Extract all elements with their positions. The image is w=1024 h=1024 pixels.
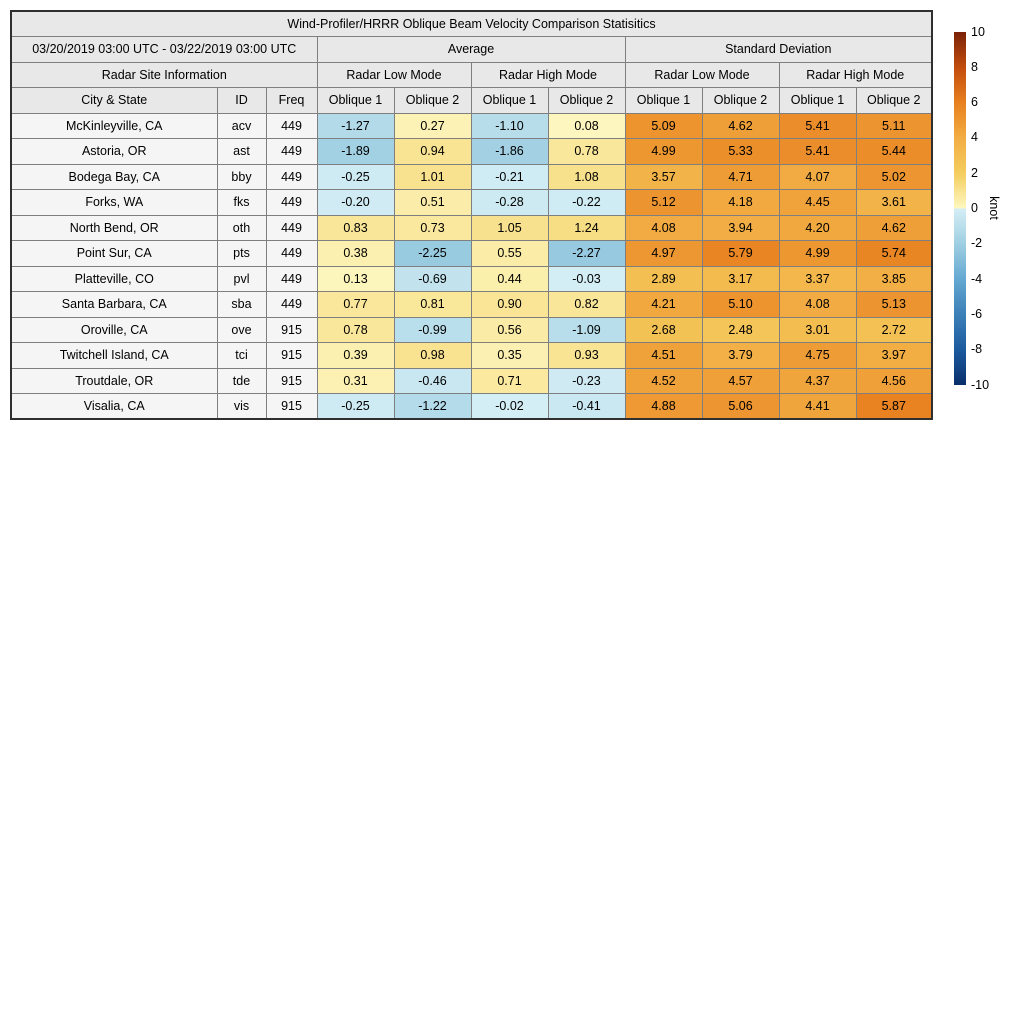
value-cell: 3.37 (779, 266, 856, 292)
table-row (11, 343, 932, 369)
oblique1-header: Oblique 1 (471, 88, 548, 114)
value-cell: 0.39 (317, 343, 394, 369)
value-cell: 5.02 (856, 164, 932, 190)
colorbar-tick-label: -4 (971, 271, 983, 286)
freq-cell: 449 (266, 164, 317, 190)
value-cell: 5.12 (625, 190, 702, 216)
value-cell: -1.27 (317, 113, 394, 139)
value-cell: -0.22 (548, 190, 625, 216)
colorbar-tick-label: -8 (971, 342, 983, 357)
city-cell: Astoria, OR (11, 139, 217, 165)
value-cell: -2.25 (394, 241, 471, 267)
freq-header: Freq (266, 88, 317, 114)
city-cell: Point Sur, CA (11, 241, 217, 267)
id-cell: fks (217, 190, 266, 216)
id-cell: pvl (217, 266, 266, 292)
value-cell: -1.89 (317, 139, 394, 165)
city-cell: Bodega Bay, CA (11, 164, 217, 190)
id-cell: tci (217, 343, 266, 369)
value-cell: 4.62 (856, 215, 932, 241)
table-row (11, 139, 932, 165)
value-cell: 5.13 (856, 292, 932, 318)
table-row (11, 317, 932, 343)
id-cell: tde (217, 368, 266, 394)
table-row (11, 394, 932, 420)
value-cell: 4.21 (625, 292, 702, 318)
std-high-mode-header: Radar High Mode (779, 62, 932, 88)
value-cell: -1.86 (471, 139, 548, 165)
value-cell: 2.72 (856, 317, 932, 343)
value-cell: -0.99 (394, 317, 471, 343)
freq-cell: 449 (266, 139, 317, 165)
group-std-header: Standard Deviation (625, 37, 932, 63)
value-cell: 4.41 (779, 394, 856, 420)
city-cell: Troutdale, OR (11, 368, 217, 394)
value-cell: 4.99 (779, 241, 856, 267)
value-cell: 0.77 (317, 292, 394, 318)
value-cell: 0.38 (317, 241, 394, 267)
avg-low-mode-header: Radar Low Mode (317, 62, 471, 88)
colorbar-tick-label: -10 (971, 377, 990, 392)
value-cell: -0.03 (548, 266, 625, 292)
freq-cell: 449 (266, 292, 317, 318)
freq-cell: 915 (266, 343, 317, 369)
value-cell: -0.25 (317, 394, 394, 420)
value-cell: 4.52 (625, 368, 702, 394)
value-cell: -0.41 (548, 394, 625, 420)
city-cell: McKinleyville, CA (11, 113, 217, 139)
value-cell: 3.61 (856, 190, 932, 216)
freq-cell: 915 (266, 394, 317, 420)
value-cell: 5.87 (856, 394, 932, 420)
colorbar (954, 24, 1024, 392)
value-cell: 0.83 (317, 215, 394, 241)
value-cell: 3.57 (625, 164, 702, 190)
freq-cell: 449 (266, 241, 317, 267)
value-cell: 3.97 (856, 343, 932, 369)
colorbar-gradient (954, 32, 966, 385)
value-cell: 5.79 (702, 241, 779, 267)
table-row (11, 241, 932, 267)
value-cell: 3.85 (856, 266, 932, 292)
value-cell: -1.09 (548, 317, 625, 343)
colorbar-tick-label: 0 (971, 201, 978, 215)
colorbar-tick-label: 10 (971, 24, 985, 39)
value-cell: 2.68 (625, 317, 702, 343)
value-cell: 0.98 (394, 343, 471, 369)
value-cell: 4.08 (779, 292, 856, 318)
value-cell: 1.05 (471, 215, 548, 241)
oblique1-header: Oblique 1 (779, 88, 856, 114)
value-cell: -1.10 (471, 113, 548, 139)
value-cell: 1.08 (548, 164, 625, 190)
value-cell: 4.07 (779, 164, 856, 190)
id-cell: ove (217, 317, 266, 343)
value-cell: 5.74 (856, 241, 932, 267)
value-cell: -1.22 (394, 394, 471, 420)
colorbar-tick-label: -6 (971, 306, 983, 321)
value-cell: 4.71 (702, 164, 779, 190)
value-cell: 4.45 (779, 190, 856, 216)
table-row (11, 190, 932, 216)
colorbar-unit-label: knot (987, 196, 1001, 220)
value-cell: -0.25 (317, 164, 394, 190)
colorbar-tick-label: 4 (971, 130, 978, 145)
value-cell: 2.89 (625, 266, 702, 292)
oblique2-header: Oblique 2 (856, 88, 932, 114)
id-cell: bby (217, 164, 266, 190)
city-cell: Visalia, CA (11, 394, 217, 420)
value-cell: 0.35 (471, 343, 548, 369)
freq-cell: 449 (266, 190, 317, 216)
value-cell: 0.81 (394, 292, 471, 318)
id-cell: oth (217, 215, 266, 241)
value-cell: 3.94 (702, 215, 779, 241)
city-cell: Forks, WA (11, 190, 217, 216)
value-cell: 4.37 (779, 368, 856, 394)
value-cell: 0.27 (394, 113, 471, 139)
value-cell: 4.20 (779, 215, 856, 241)
value-cell: 4.56 (856, 368, 932, 394)
freq-cell: 915 (266, 368, 317, 394)
oblique2-header: Oblique 2 (394, 88, 471, 114)
value-cell: -0.20 (317, 190, 394, 216)
value-cell: 0.55 (471, 241, 548, 267)
mode-header-row (11, 62, 932, 88)
value-cell: 3.79 (702, 343, 779, 369)
value-cell: 4.57 (702, 368, 779, 394)
value-cell: 3.01 (779, 317, 856, 343)
freq-cell: 915 (266, 317, 317, 343)
freq-cell: 449 (266, 266, 317, 292)
table-row (11, 292, 932, 318)
value-cell: 0.51 (394, 190, 471, 216)
oblique1-header: Oblique 1 (625, 88, 702, 114)
value-cell: 4.99 (625, 139, 702, 165)
value-cell: 4.88 (625, 394, 702, 420)
oblique2-header: Oblique 2 (702, 88, 779, 114)
table-title: Wind-Profiler/HRRR Oblique Beam Velocity Comparison Statisitics (11, 11, 932, 37)
group-average-header: Average (317, 37, 625, 63)
table-row (11, 266, 932, 292)
value-cell: 4.62 (702, 113, 779, 139)
colorbar-tick-label: 2 (971, 165, 978, 180)
colorbar-tick-label: -2 (971, 236, 983, 251)
freq-cell: 449 (266, 113, 317, 139)
id-cell: pts (217, 241, 266, 267)
colorbar-tick-label: 8 (971, 59, 978, 74)
title-row (11, 11, 932, 37)
value-cell: -2.27 (548, 241, 625, 267)
city-state-header: City & State (11, 88, 217, 114)
city-cell: Oroville, CA (11, 317, 217, 343)
value-cell: 4.08 (625, 215, 702, 241)
city-cell: Platteville, CO (11, 266, 217, 292)
table-row (11, 368, 932, 394)
id-cell: acv (217, 113, 266, 139)
value-cell: -0.23 (548, 368, 625, 394)
value-cell: 0.08 (548, 113, 625, 139)
oblique2-header: Oblique 2 (548, 88, 625, 114)
value-cell: -0.21 (471, 164, 548, 190)
colorbar-tick-label: 6 (971, 95, 978, 110)
value-cell: 0.94 (394, 139, 471, 165)
value-cell: 0.73 (394, 215, 471, 241)
value-cell: 4.51 (625, 343, 702, 369)
value-cell: 5.11 (856, 113, 932, 139)
std-low-mode-header: Radar Low Mode (625, 62, 779, 88)
value-cell: 5.41 (779, 113, 856, 139)
column-header-row (11, 88, 932, 114)
id-cell: vis (217, 394, 266, 420)
id-cell: ast (217, 139, 266, 165)
table-row (11, 164, 932, 190)
value-cell: -0.28 (471, 190, 548, 216)
id-cell: sba (217, 292, 266, 318)
value-cell: 0.93 (548, 343, 625, 369)
value-cell: -0.69 (394, 266, 471, 292)
value-cell: 0.71 (471, 368, 548, 394)
freq-cell: 449 (266, 215, 317, 241)
value-cell: 4.97 (625, 241, 702, 267)
value-cell: 0.90 (471, 292, 548, 318)
value-cell: -0.02 (471, 394, 548, 420)
city-cell: Santa Barbara, CA (11, 292, 217, 318)
oblique1-header: Oblique 1 (317, 88, 394, 114)
site-info-header: Radar Site Information (11, 62, 317, 88)
value-cell: -0.46 (394, 368, 471, 394)
value-cell: 0.31 (317, 368, 394, 394)
value-cell: 0.13 (317, 266, 394, 292)
stats-table (10, 10, 933, 420)
id-header: ID (217, 88, 266, 114)
value-cell: 5.10 (702, 292, 779, 318)
value-cell: 0.82 (548, 292, 625, 318)
city-cell: North Bend, OR (11, 215, 217, 241)
value-cell: 0.78 (548, 139, 625, 165)
table-row (11, 113, 932, 139)
value-cell: 0.56 (471, 317, 548, 343)
value-cell: 3.17 (702, 266, 779, 292)
city-cell: Twitchell Island, CA (11, 343, 217, 369)
value-cell: 5.41 (779, 139, 856, 165)
value-cell: 0.44 (471, 266, 548, 292)
value-cell: 4.75 (779, 343, 856, 369)
value-cell: 1.01 (394, 164, 471, 190)
value-cell: 2.48 (702, 317, 779, 343)
value-cell: 5.44 (856, 139, 932, 165)
value-cell: 0.78 (317, 317, 394, 343)
value-cell: 5.06 (702, 394, 779, 420)
value-cell: 4.18 (702, 190, 779, 216)
period-cell: 03/20/2019 03:00 UTC - 03/22/2019 03:00 UTC (11, 37, 317, 63)
avg-high-mode-header: Radar High Mode (471, 62, 625, 88)
group-header-row (11, 37, 932, 63)
value-cell: 1.24 (548, 215, 625, 241)
value-cell: 5.09 (625, 113, 702, 139)
value-cell: 5.33 (702, 139, 779, 165)
table-row (11, 215, 932, 241)
